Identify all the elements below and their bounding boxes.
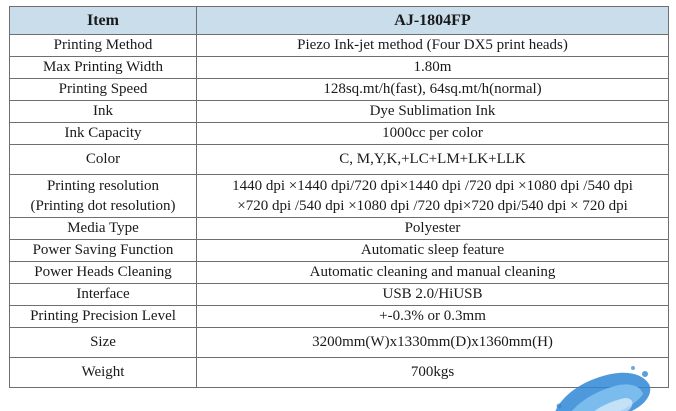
spec-table	[9, 6, 669, 388]
row-label-multiline	[10, 175, 197, 218]
row-label-line: (Printing dot resolution)	[30, 198, 176, 214]
row-value-multiline	[197, 175, 669, 218]
row-label: Power Heads Cleaning	[10, 262, 197, 284]
row-value: +-0.3% or 0.3mm	[197, 306, 669, 328]
row-value: USB 2.0/HiUSB	[197, 284, 669, 306]
table-row	[10, 57, 669, 79]
row-value: 1.80m	[197, 57, 669, 79]
row-value: 1000cc per color	[197, 123, 669, 145]
row-value: Automatic cleaning and manual cleaning	[197, 262, 669, 284]
header-item: Item	[10, 7, 197, 35]
table-row	[10, 79, 669, 101]
row-label: Interface	[10, 284, 197, 306]
row-value-line: ×720 dpi /540 dpi ×1080 dpi /720 dpi×720 dpi/540 dpi × 720 dpi	[237, 198, 628, 214]
table-row	[10, 218, 669, 240]
row-label: Printing Precision Level	[10, 306, 197, 328]
row-label: Max Printing Width	[10, 57, 197, 79]
row-value: 128sq.mt/h(fast), 64sq.mt/h(normal)	[197, 79, 669, 101]
row-value: Automatic sleep feature	[197, 240, 669, 262]
row-label: Printing Method	[10, 35, 197, 57]
row-label: Power Saving Function	[10, 240, 197, 262]
row-value: Polyester	[197, 218, 669, 240]
table-row	[10, 123, 669, 145]
row-value: 700kgs	[197, 358, 669, 388]
row-label: Color	[10, 145, 197, 175]
row-label: Media Type	[10, 218, 197, 240]
table-row	[10, 101, 669, 123]
row-label: Ink Capacity	[10, 123, 197, 145]
row-label-line: Printing resolution	[46, 178, 160, 194]
table-row	[10, 328, 669, 358]
table-row	[10, 240, 669, 262]
row-label: Weight	[10, 358, 197, 388]
table-row	[10, 145, 669, 175]
row-value: Piezo Ink-jet method (Four DX5 print heads)	[197, 35, 669, 57]
row-value-line: 1440 dpi ×1440 dpi/720 dpi×1440 dpi /720 dpi ×1080 dpi /540 dpi	[232, 178, 633, 194]
row-value: C, M,Y,K,+LC+LM+LK+LLK	[197, 145, 669, 175]
row-value: Dye Sublimation Ink	[197, 101, 669, 123]
table-header-row	[10, 7, 669, 35]
row-label: Printing Speed	[10, 79, 197, 101]
header-model: AJ-1804FP	[197, 7, 669, 35]
table-row	[10, 262, 669, 284]
table-row	[10, 35, 669, 57]
table-row	[10, 175, 669, 218]
row-label: Size	[10, 328, 197, 358]
table-row	[10, 284, 669, 306]
row-label: Ink	[10, 101, 197, 123]
table-row	[10, 306, 669, 328]
row-value: 3200mm(W)x1330mm(D)x1360mm(H)	[197, 328, 669, 358]
table-row	[10, 358, 669, 388]
